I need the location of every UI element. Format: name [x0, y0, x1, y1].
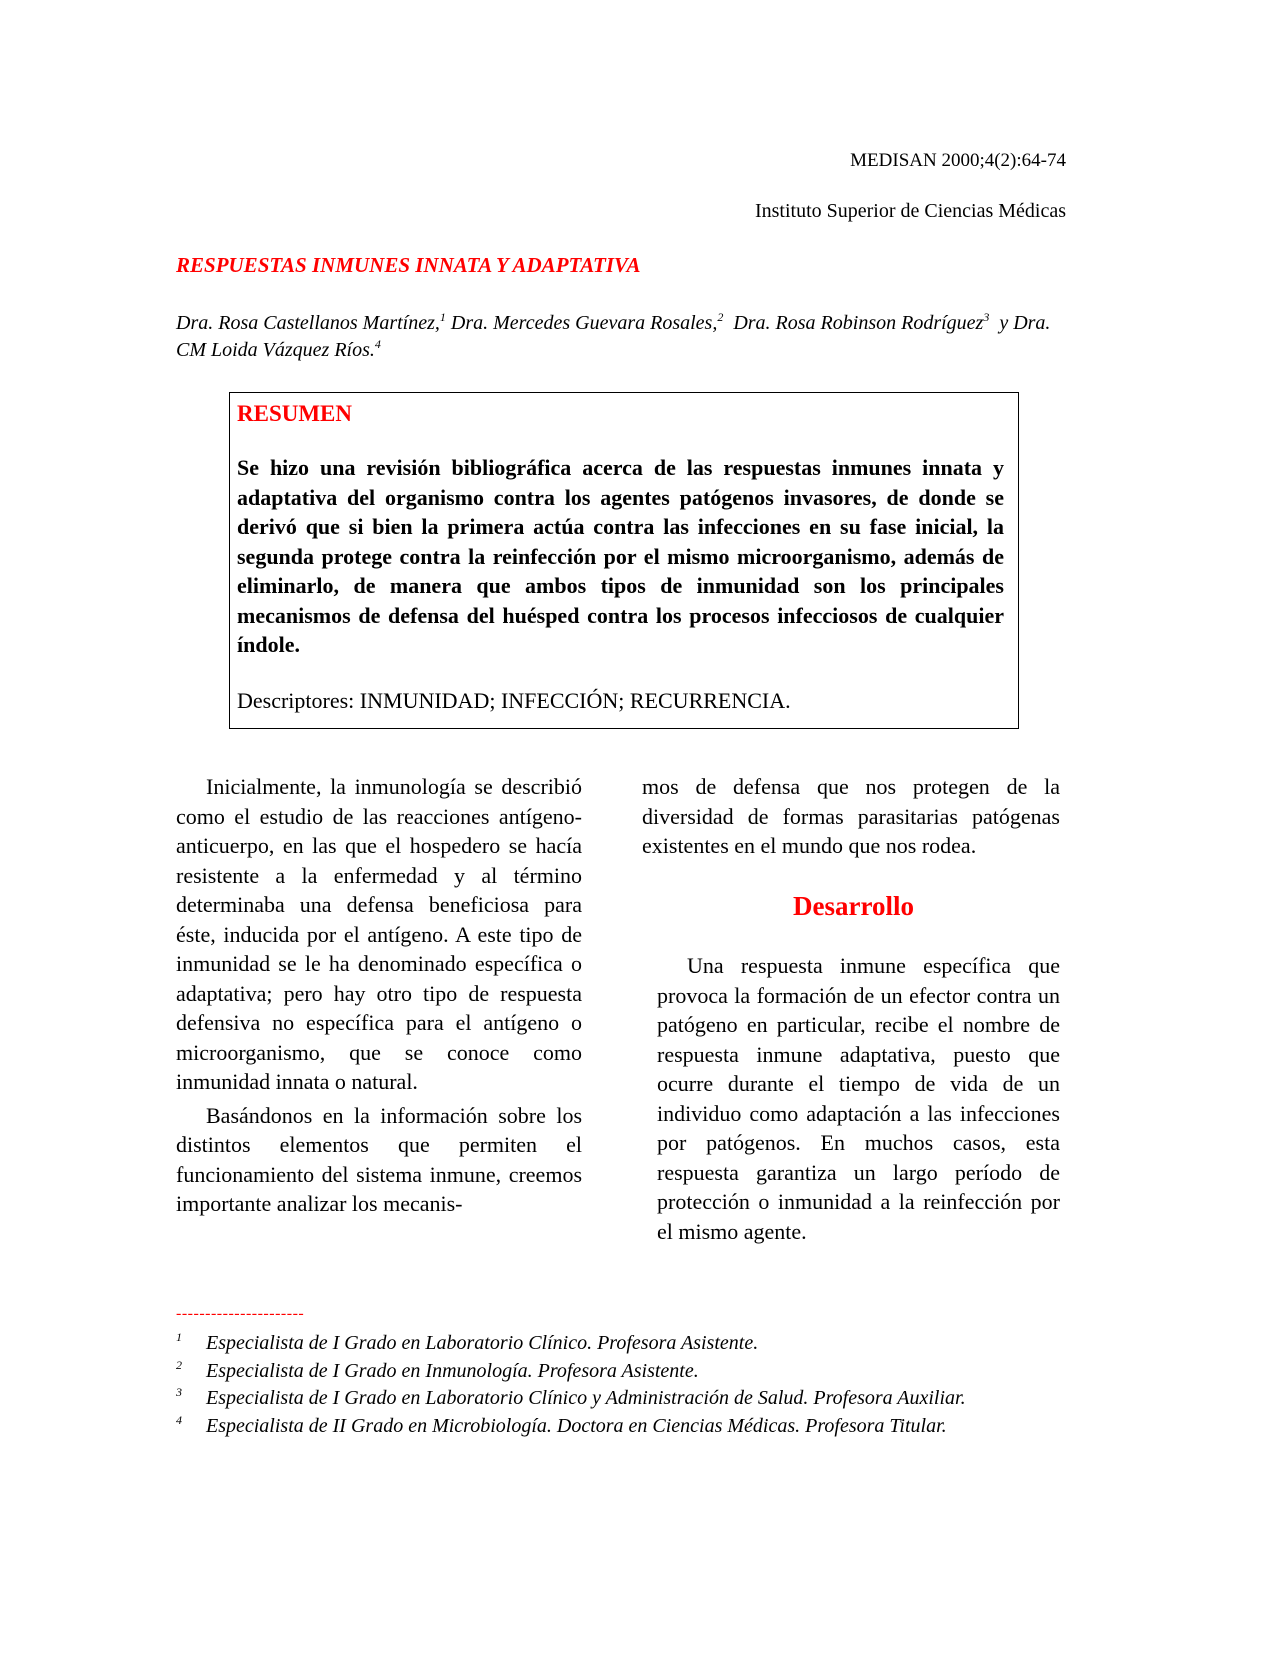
footnote-item	[176, 1358, 1060, 1386]
body-paragraph: Basándonos en la información sobre los distintos elementos que permiten el funcionamiento del sistema inmune, creemos importante analizar los mecanis-	[176, 1102, 582, 1216]
footnote-text: Especialista de I Grado en Laboratorio Clínico y Administración de Salud. Profesora Auxiliar.	[206, 1387, 966, 1409]
author-name: Dra. Rosa Castellanos Martínez,	[176, 312, 440, 334]
author-name: Dra. Rosa Robinson Rodríguez	[733, 312, 984, 334]
body-paragraph: Una respuesta inmune específica que provoca la formación de un efector contra un patógeno en particular, recibe el nombre de respuesta inmune adaptativa, puesto que ocurre durante el tiempo de vida de un individuo como adaptación a las infecciones por patógenos. En muchos casos, esta respuesta garantiza un largo período de protección o inmunidad a la reinfección por el mismo agente.	[657, 953, 1060, 1244]
institution-name: Instituto Superior de Ciencias Médicas	[754, 200, 1066, 222]
author-list	[176, 310, 1076, 364]
footnote-mark: 1	[176, 1330, 182, 1344]
section-heading: Desarrollo	[793, 891, 914, 921]
abstract-text: Se hizo una revisión bibliográfica acerca de las respuestas inmunes innata y adaptativa del organismo contra los agentes patógenos invasores, de donde se derivó que si bien la primera actúa contra las infecciones en su fase inicial, la segunda protege contra la reinfección por el mismo microorganismo, además de eliminarlo, de manera que ambos tipos de inmunidad son los principales mecanismos de defensa del huésped contra los procesos infecciosos de cualquier índole.	[237, 455, 1004, 657]
article-title: RESPUESTAS INMUNES INNATA Y ADAPTATIVA	[176, 253, 641, 277]
footnotes	[176, 1330, 1060, 1440]
body-column-right-continuation	[642, 772, 1060, 861]
author-footnote-mark: 1	[439, 310, 446, 324]
journal-reference: MEDISAN 2000;4(2):64-74	[850, 150, 1066, 171]
author-footnote-mark: 4	[374, 337, 381, 351]
footnote-item	[176, 1385, 1060, 1413]
footnote-item	[176, 1413, 1060, 1441]
author-footnote-mark: 2	[717, 310, 724, 324]
footnote-mark: 4	[176, 1412, 182, 1427]
footnote-mark: 3	[176, 1385, 182, 1399]
author-name: y Dra. CM Loida Vázquez Ríos.	[176, 312, 1051, 361]
author-name: Dra. Mercedes Guevara Rosales,	[450, 312, 718, 334]
author-footnote-mark: 3	[983, 310, 990, 324]
footnote-separator: ----------------------	[176, 1305, 305, 1322]
footnote-text: Especialista de II Grado en Microbiología. Doctora en Ciencias Médicas. Profesora Titular.	[206, 1414, 947, 1437]
body-paragraph: Inicialmente, la inmunología se describió como el estudio de las reacciones antígeno-anticuerpo, en las que el hospedero se hacía resistente a la enfermedad y al término determinaba una defensa beneficiosa para éste, inducida por el antígeno. A este tipo de inmunidad se le ha denominado específica o adaptativa; pero hay otro tipo de respuesta defensiva no específica para el antígeno o microorganismo, que se conoce como inmunidad innata o natural.	[176, 774, 582, 1094]
footnote-text: Especialista de I Grado en Inmunología. Profesora Asistente.	[206, 1359, 699, 1382]
footnote-item	[176, 1330, 1060, 1358]
body-column-right	[657, 951, 1060, 1246]
footnote-text: Especialista de I Grado en Laboratorio Clínico. Profesora Asistente.	[206, 1332, 759, 1354]
body-paragraph-continuation: mos de defensa que nos protegen de la diversidad de formas parasitarias patógenas existentes en el mundo que nos rodea.	[642, 774, 1060, 858]
abstract-descriptors: Descriptores: INMUNIDAD; INFECCIÓN; RECURRENCIA.	[237, 688, 791, 713]
body-column-left	[176, 772, 582, 1219]
footnote-mark: 2	[176, 1357, 182, 1372]
abstract-box	[229, 392, 1019, 729]
abstract-heading: RESUMEN	[237, 401, 353, 426]
